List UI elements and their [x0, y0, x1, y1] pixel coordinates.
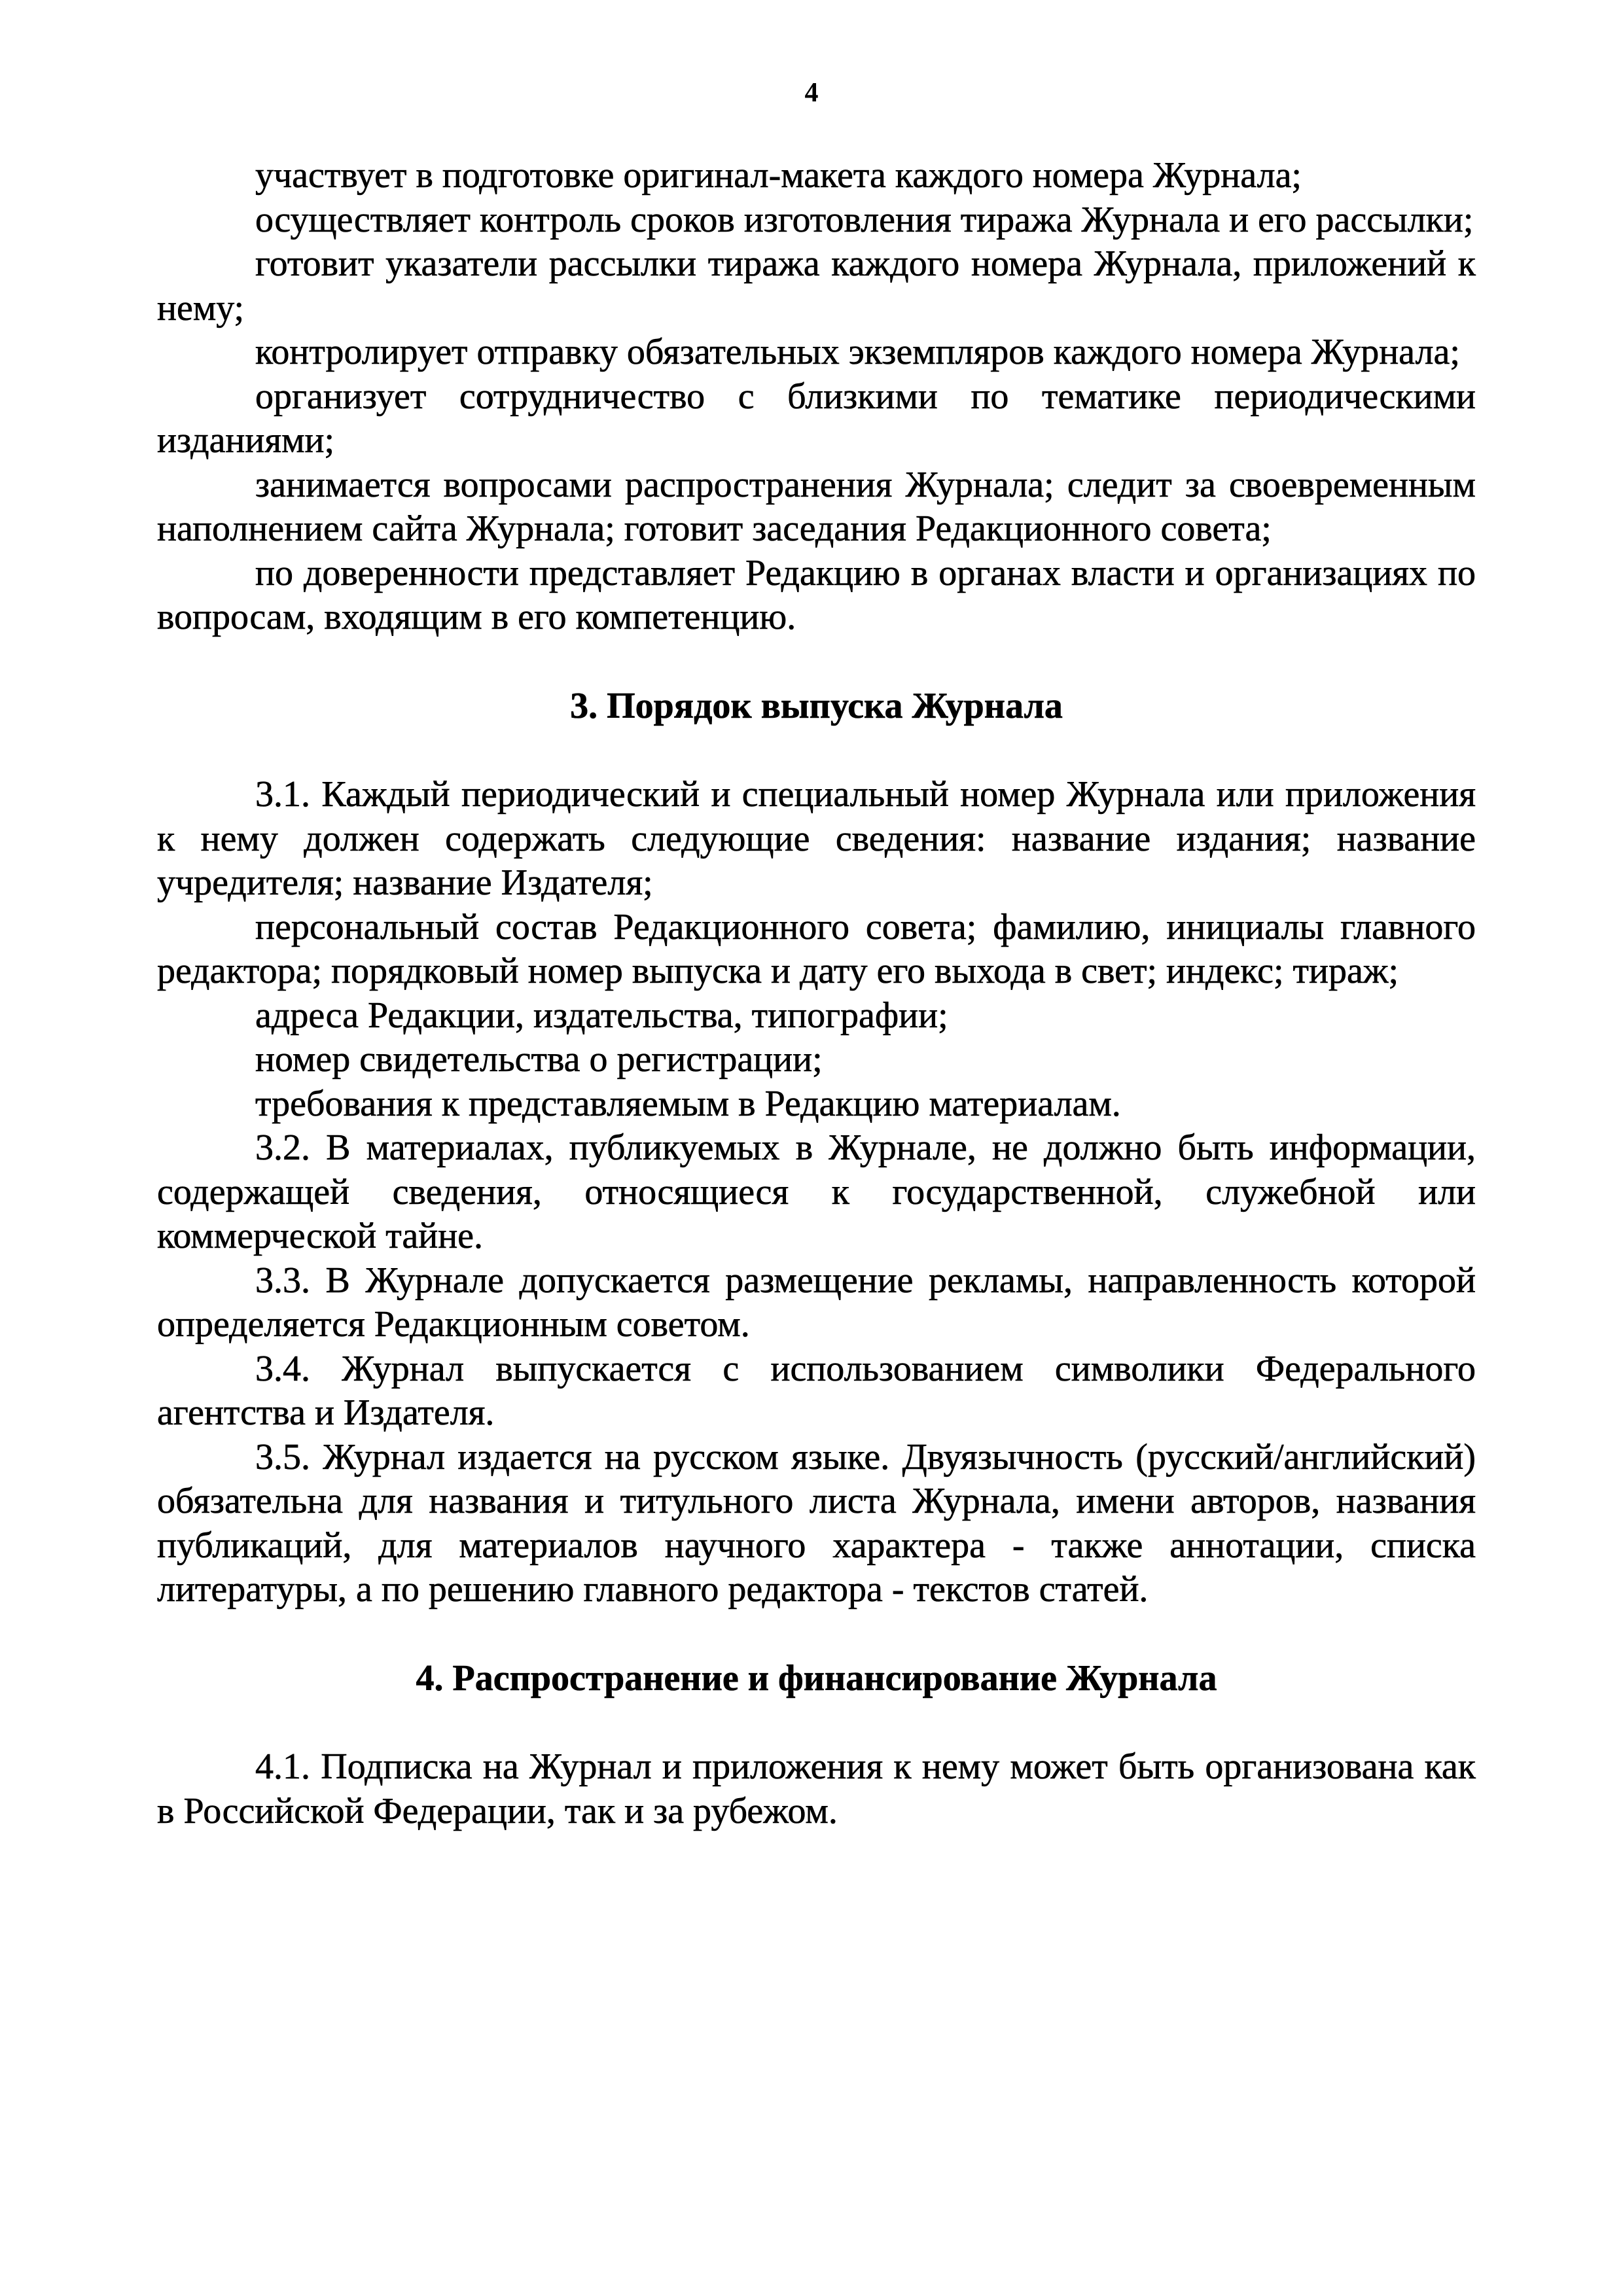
section-3-heading: 3. Порядок выпуска Журнала — [570, 685, 1063, 726]
duty-paragraph: участвует в подготовке оригинал-макета каждого номера Журнала; — [255, 155, 1302, 196]
section-3-paragraph: требования к представляемым в Редакцию материалам. — [255, 1083, 1121, 1124]
duty-paragraph: осуществляет контроль сроков изготовления тиража Журнала и его рассылки; — [255, 199, 1474, 240]
duty-paragraph: организует сотрудничество с близкими по тематике периодическими изданиями; — [157, 376, 1476, 461]
section-3-paragraph: 3.4. Журнал выпускается с использованием символики Федерального агентства и Издателя. — [157, 1348, 1476, 1433]
section-4-paragraph: 4.1. Подписка на Журнал и приложения к нему может быть организована как в Российской Федерации, так и за рубежом. — [157, 1746, 1476, 1831]
section-3-paragraph: адреса Редакции, издательства, типографии; — [255, 995, 948, 1036]
section-3-paragraph: 3.1. Каждый периодический и специальный номер Журнала или приложения к нему должен содержать следующие сведения: название издания; название учредителя; название Издателя; — [157, 774, 1476, 903]
page-number: 4 — [804, 78, 819, 108]
section-3-paragraph: персональный состав Редакционного совета; фамилию, инициалы главного редактора; порядковый номер выпуска и дату его выхода в свет; индекс; тираж; — [157, 906, 1476, 991]
section-3-paragraph: 3.3. В Журнале допускается размещение рекламы, направленность которой определяется Редакционным советом. — [157, 1260, 1476, 1345]
document-body — [157, 154, 1476, 1833]
duty-paragraph: готовит указатели рассылки тиража каждого номера Журнала, приложений к нему; — [157, 243, 1476, 328]
duty-paragraph: по доверенности представляет Редакцию в органах власти и организациях по вопросам, входящим в его компетенцию. — [157, 552, 1476, 637]
section-4-heading: 4. Распространение и финансирование Журнала — [416, 1657, 1217, 1699]
section-3-paragraph: 3.2. В материалах, публикуемых в Журнале, не должно быть информации, содержащей сведения, относящиеся к государственной, служебной или коммерческой тайне. — [157, 1127, 1476, 1256]
duty-paragraph: контролирует отправку обязательных экземпляров каждого номера Журнала; — [255, 332, 1460, 372]
section-3-paragraph: номер свидетельства о регистрации; — [255, 1039, 823, 1080]
duty-paragraph: занимается вопросами распространения Журнала; следит за своевременным наполнением сайта Журнала; готовит заседания Редакционного совета; — [157, 464, 1476, 549]
section-3-paragraph: 3.5. Журнал издается на русском языке. Двуязычность (русский/английский) обязательна для названия и титульного листа Журнала, имени авторов, названия публикаций, для материалов научного характера - также аннотации, списка литературы, а по решению главного редактора - текстов статей. — [157, 1436, 1476, 1610]
